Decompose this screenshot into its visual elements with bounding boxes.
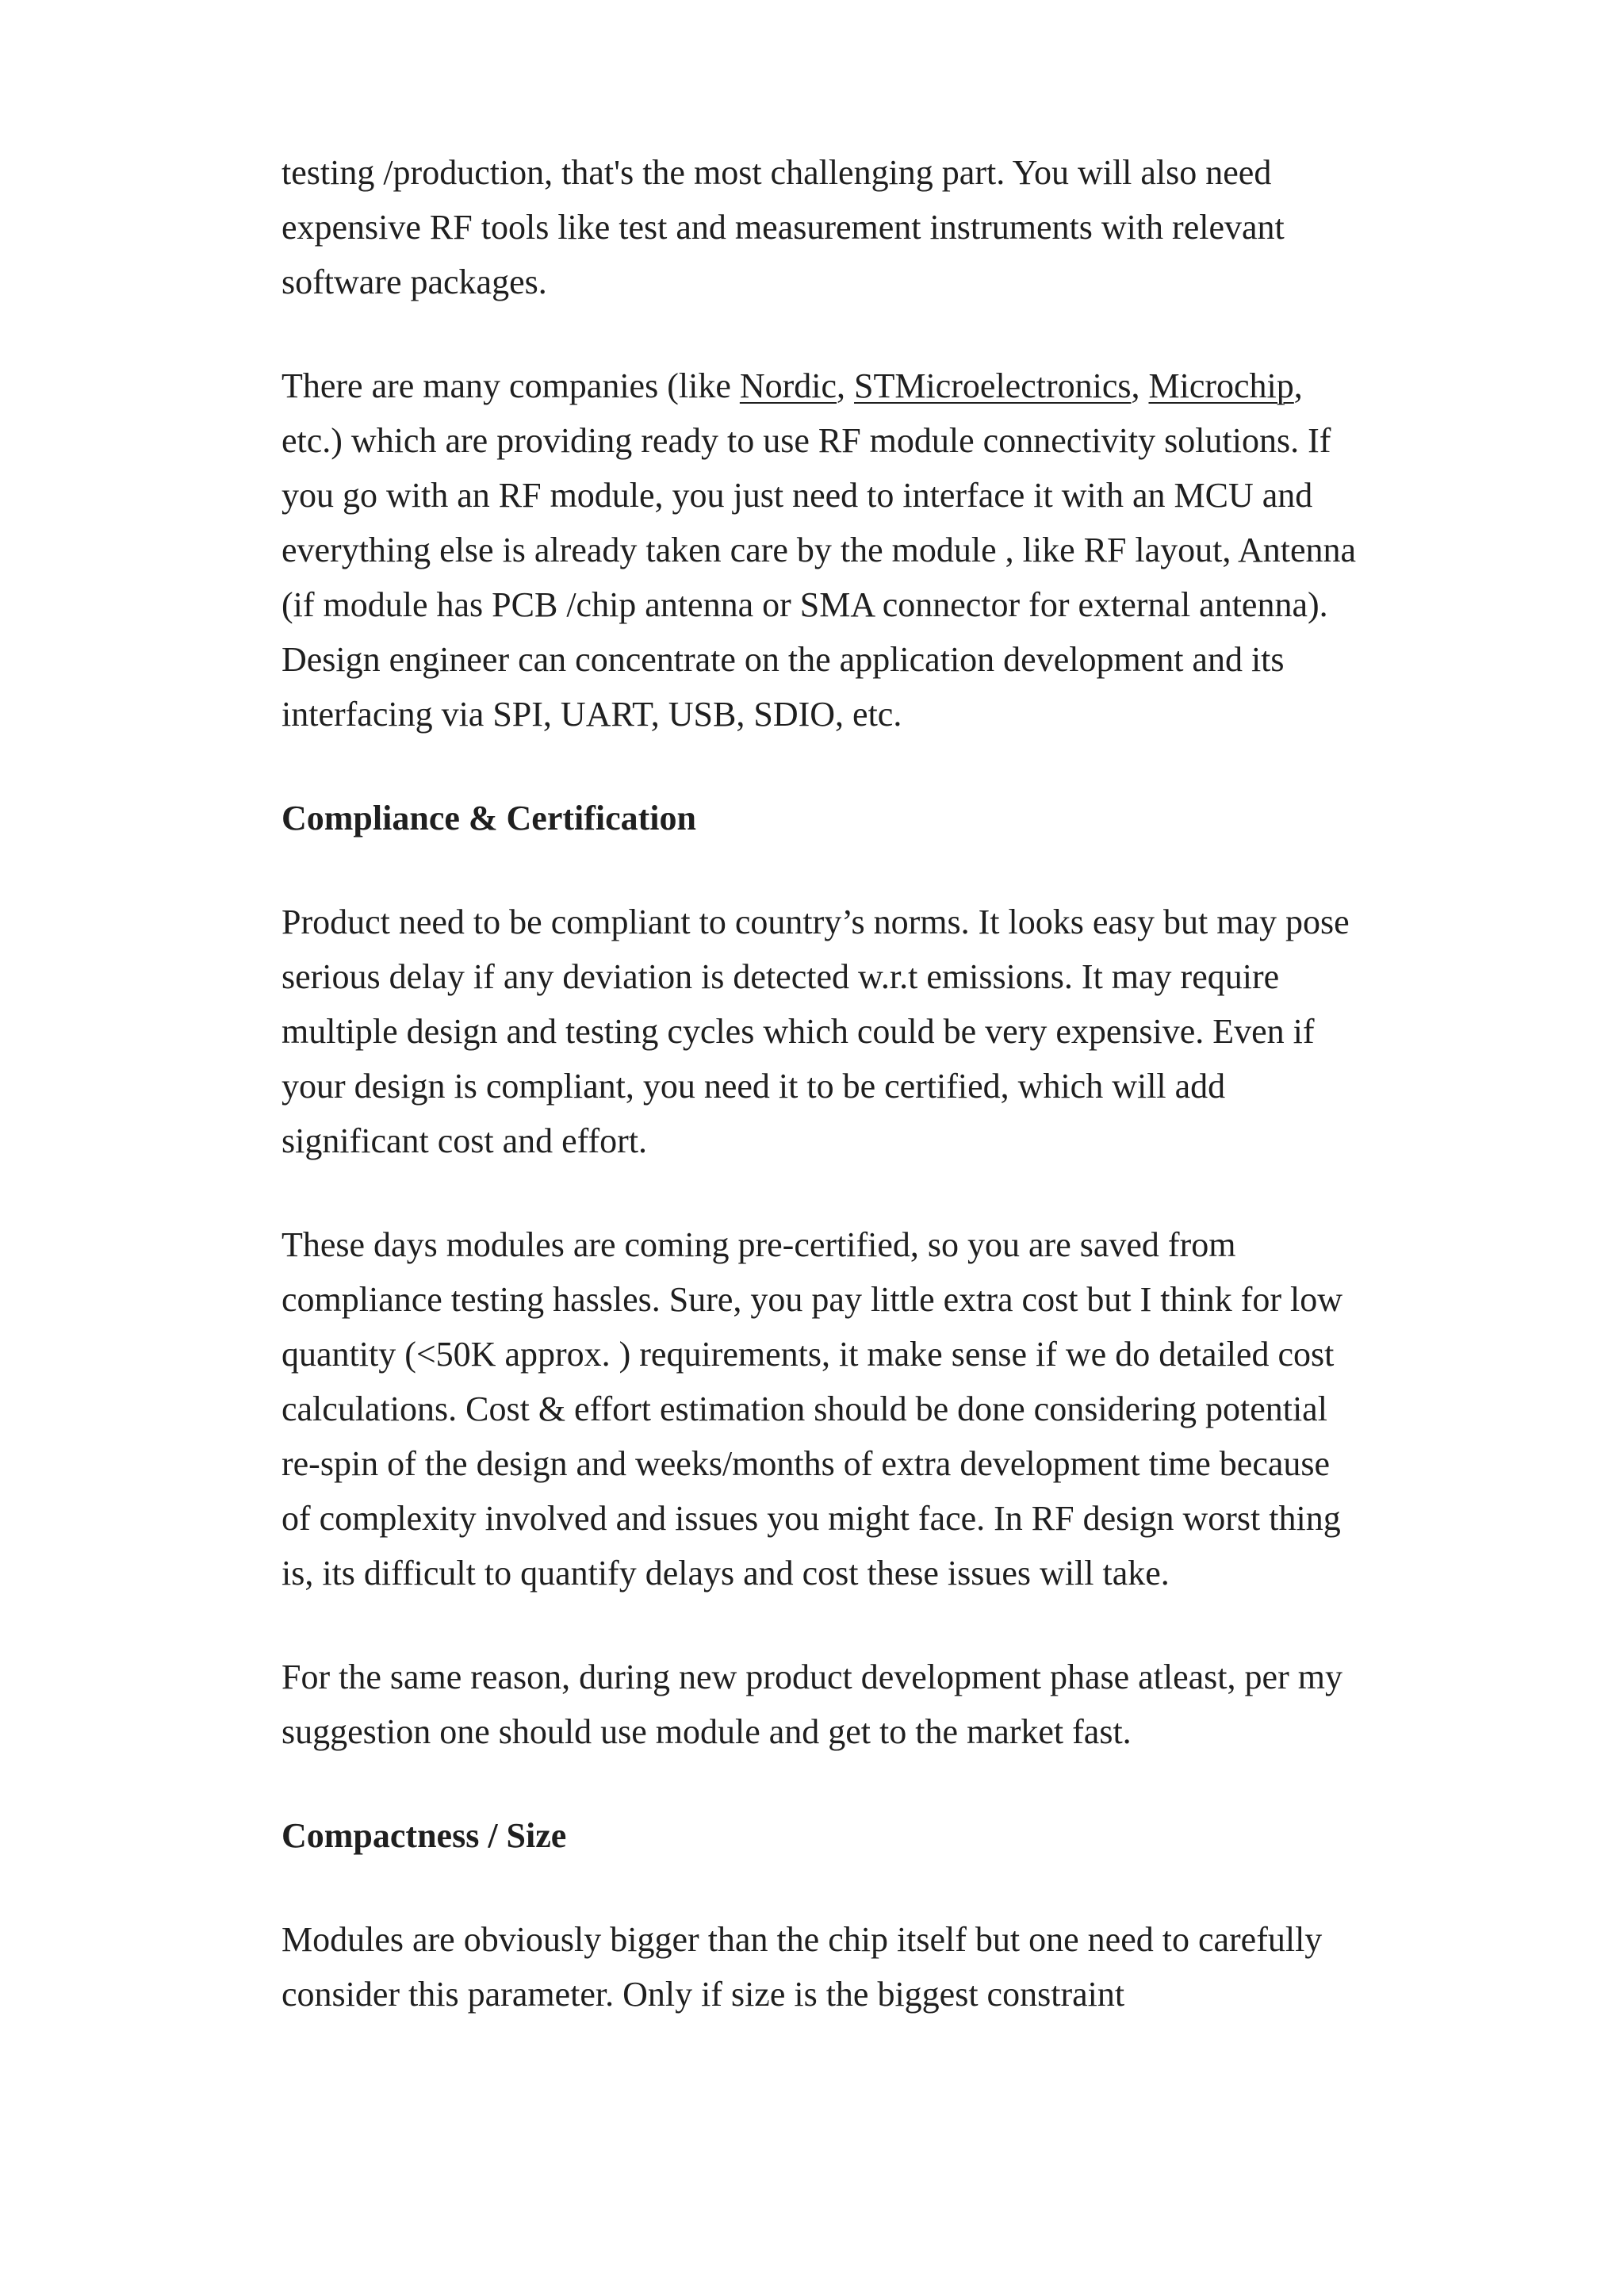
paragraph-same-reason: For the same reason, during new product development phase atleast, per my suggestion one should use module and get to the market fast. <box>282 1658 1342 1751</box>
link-microchip[interactable]: Microchip <box>1148 366 1294 405</box>
article-body <box>282 145 1360 2022</box>
heading-compliance-certification: Compliance & Certification <box>282 799 696 837</box>
link-nordic[interactable]: Nordic <box>739 366 837 405</box>
heading-compactness-size: Compactness / Size <box>282 1816 567 1855</box>
paragraph-rf-testing: testing /production, that's the most challenging part. You will also need expensive RF tools like test and measurement instruments with relevant software packages. <box>282 153 1285 301</box>
separator-text: , <box>1131 366 1149 405</box>
paragraph-modules-size: Modules are obviously bigger than the chip itself but one need to carefully consider this parameter. Only if size is the biggest constraint <box>282 1920 1323 2014</box>
paragraph-rf-modules <box>282 358 1360 742</box>
paragraph-pre-certified-modules: These days modules are coming pre-certified, so you are saved from compliance testing hassles. Sure, you pay little extra cost but I think for low quantity (<50K approx. ) requirements, it make sense if we do detailed cost calculations. Cost & effort estimation should be done considering potential re-spin of the design and weeks/months of extra development time because of complexity involved and issues you might face. In RF design worst thing is, its difficult to quantify delays and cost these issues will take. <box>282 1225 1343 1593</box>
paragraph-lead-text: There are many companies (like <box>282 366 740 405</box>
separator-text: , <box>837 366 855 405</box>
link-stmicroelectronics[interactable]: STMicroelectronics <box>854 366 1132 405</box>
paragraph-compliance: Product need to be compliant to country’s norms. It looks easy but may pose serious delay if any deviation is detected w.r.t emissions. It may require multiple design and testing cycles which could be very expensive. Even if your design is compliant, you need it to be certified, which will add significant cost and effort. <box>282 903 1350 1160</box>
paragraph-rest-text: , etc.) which are providing ready to use RF module connectivity solutions. If you go with an RF module, you just need to interface it with an MCU and everything else is already taken care by the module , like RF layout, Antenna (if module has PCB /chip antenna or SMA connector for external antenna). Design engineer can concentrate on the application development and its interfacing via SPI, UART, USB, SDIO, etc. <box>282 366 1357 734</box>
